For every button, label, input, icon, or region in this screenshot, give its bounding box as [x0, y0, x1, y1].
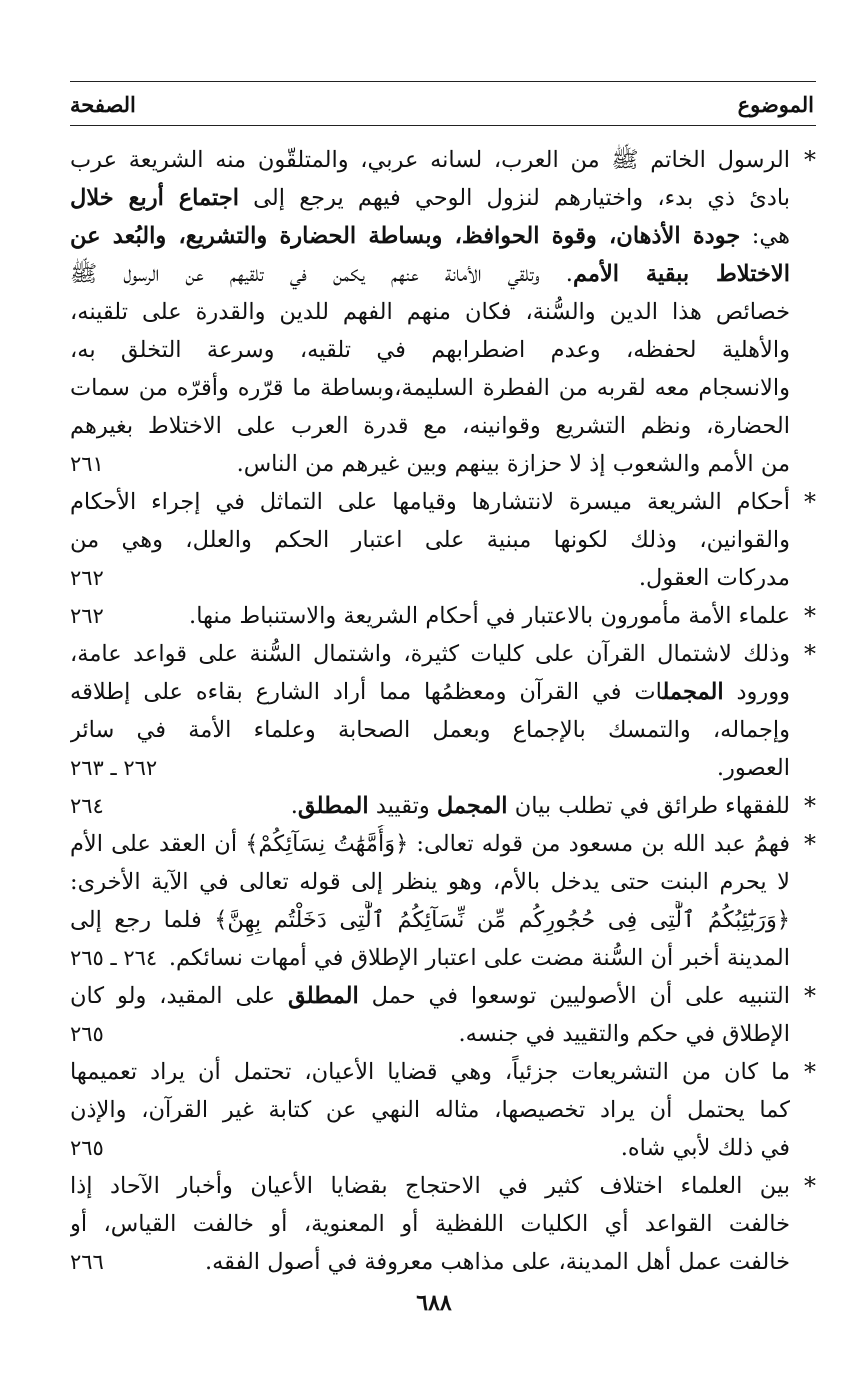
entry-line: في ذلك لأبي شاه.	[620, 1135, 790, 1161]
entry-line: علماء الأمة مأمورون بالاعتبار في أحكام الشريعة والاستنباط منها.	[189, 603, 790, 629]
index-entry	[70, 977, 816, 1053]
entry-line: والقوانين، وذلك لكونها مبنية على اعتبار الحكم والعلل، وهي من	[70, 527, 790, 553]
entry-line: خالفت عمل أهل المدينة، على مذاهب معروفة في أصول الفقه.	[204, 1249, 790, 1275]
bullet-star-icon: *	[804, 640, 816, 668]
entry-line: مدركات العقول.	[638, 565, 790, 591]
bullet-star-icon: *	[804, 602, 816, 630]
entry-line: من الأمم والشعوب إذ لا حزازة بينهم وبين غيرهم من الناس.	[236, 451, 790, 477]
entry-line: أحكام الشريعة ميسرة لانتشارها وقيامها على التماثل في إجراء الأحكام	[70, 489, 790, 515]
entry-line: والأهلية لحفظه، وعدم اضطرابهم في تلقيه، وسرعة التخلق به،	[70, 337, 790, 363]
bullet-star-icon: *	[804, 792, 816, 820]
column-header-topic: الموضوع	[737, 92, 814, 117]
header-top-rule	[70, 81, 816, 82]
entry-line: خالفت القواعد أي الكليات اللفظية أو المعنوية، أو خالفت القياس، أو	[70, 1211, 790, 1237]
index-entry	[70, 787, 816, 825]
entry-page-ref: ٢٦١	[70, 452, 104, 476]
entry-page-ref: ٢٦٥	[70, 1022, 104, 1046]
index-entry	[70, 1053, 816, 1167]
entry-line: خصائص هذا الدين والسُّنة، فكان منهم الفهم للدين والقدرة على تلقينه،	[70, 299, 790, 325]
entry-line: ما كان من التشريعات جزئياً، وهي قضايا الأعيان، تحتمل أن يراد تعميمها	[70, 1059, 790, 1085]
entry-line: المدينة أخبر أن السُّنة مضت على اعتبار الإطلاق في أمهات نسائكم.	[168, 945, 790, 971]
index-entry	[70, 141, 816, 483]
entry-line: الرسول الخاتم ﷺ من العرب، لسانه عربي، والمتلقّون منه الشريعة عرب	[70, 147, 790, 173]
entry-line: هي: جودة الأذهان، وقوة الحوافظ، وبساطة الحضارة والتشريع، والبُعد عن	[70, 223, 790, 249]
index-entry	[70, 635, 816, 787]
entry-page-ref: ٢٦٢	[70, 566, 104, 590]
bullet-star-icon: *	[804, 982, 816, 1010]
index-entry	[70, 483, 816, 597]
bullet-star-icon: *	[804, 1058, 816, 1086]
entry-line: فهمُ عبد الله بن مسعود من قوله تعالى: ﴿وَأُمَّهَٰتُ نِسَآئِكُمْ﴾ أن العقد على الأم	[70, 831, 790, 857]
index-entry	[70, 597, 816, 635]
entry-line: بين العلماء اختلاف كثير في الاحتجاج بقضايا الأعيان وأخبار الآحاد إذا	[70, 1173, 790, 1199]
header-bottom-rule	[70, 125, 816, 126]
entry-line: ﴿وَرَبَٰٓئِبُكُمُ ٱلَّٰتِى فِى حُجُورِكُم مِّن نِّسَآئِكُمُ ٱلَّٰتِى دَخَلْتُم بِهِنَّ﴾ فلما رجع إلى	[70, 907, 790, 933]
entry-line: بادئ ذي بدء، واختيارهم لنزول الوحي فيهم يرجع إلى اجتماع أربع خلال	[70, 185, 790, 211]
entry-line: كما يحتمل أن يراد تخصيصها، مثاله النهي عن كتابة غير القرآن، والإذن	[70, 1097, 790, 1123]
column-header-page: الصفحة	[70, 92, 136, 117]
entry-line: والانسجام معه لقربه من الفطرة السليمة،وبساطة ما قرّره وأقرّه من سمات	[70, 375, 790, 401]
entry-page-ref: ٢٦٢ ـ ٢٦٣	[70, 756, 158, 780]
entry-page-ref: ٢٦٤ ـ ٢٦٥	[70, 946, 158, 970]
entry-line: التنبيه على أن الأصوليين توسعوا في حمل المطلق على المقيد، ولو كان	[70, 983, 790, 1009]
entry-page-ref: ٢٦٦	[70, 1250, 104, 1274]
entry-line: وذلك لاشتمال القرآن على كليات كثيرة، واشتمال السُّنة على قواعد عامة،	[70, 641, 790, 667]
bullet-star-icon: *	[804, 1172, 816, 1200]
index-entry	[70, 1167, 816, 1281]
page-number: ٦٨٨	[416, 1290, 452, 1316]
entry-page-ref: ٢٦٥	[70, 1136, 104, 1160]
entry-line: وإجماله، والتمسك بالإجماع وبعمل الصحابة وعلماء الأمة في سائر	[70, 717, 790, 743]
entry-line: للفقهاء طرائق في تطلب بيان المجمل وتقييد المطلق.	[290, 793, 790, 819]
index-entries	[70, 141, 816, 1281]
entry-page-ref: ٢٦٢	[70, 604, 104, 628]
bullet-star-icon: *	[804, 830, 816, 858]
entry-line: لا يحرم البنت حتى يدخل بالأم، وهو ينظر إلى قوله تعالى في الآية الأخرى:	[70, 869, 790, 895]
entry-page-ref: ٢٦٤	[70, 794, 104, 818]
bullet-star-icon: *	[804, 146, 816, 174]
bullet-star-icon: *	[804, 488, 816, 516]
entry-line: الحضارة، ونظم التشريع وقوانينه، مع قدرة العرب على الاختلاط بغيرهم	[70, 413, 790, 439]
entry-line: الإطلاق في حكم والتقييد في جنسه.	[458, 1021, 790, 1047]
entry-line: وورود المجملات في القرآن ومعظمُها مما أراد الشارع بقاءه على إطلاقه	[70, 679, 790, 705]
entry-line: الاختلاط ببقية الأمم. وتلقي الأمانة عنهم يكمن في تلقيهم عن الرسول ﷺ	[70, 261, 790, 287]
entry-line: العصور.	[716, 755, 790, 781]
index-entry	[70, 825, 816, 977]
